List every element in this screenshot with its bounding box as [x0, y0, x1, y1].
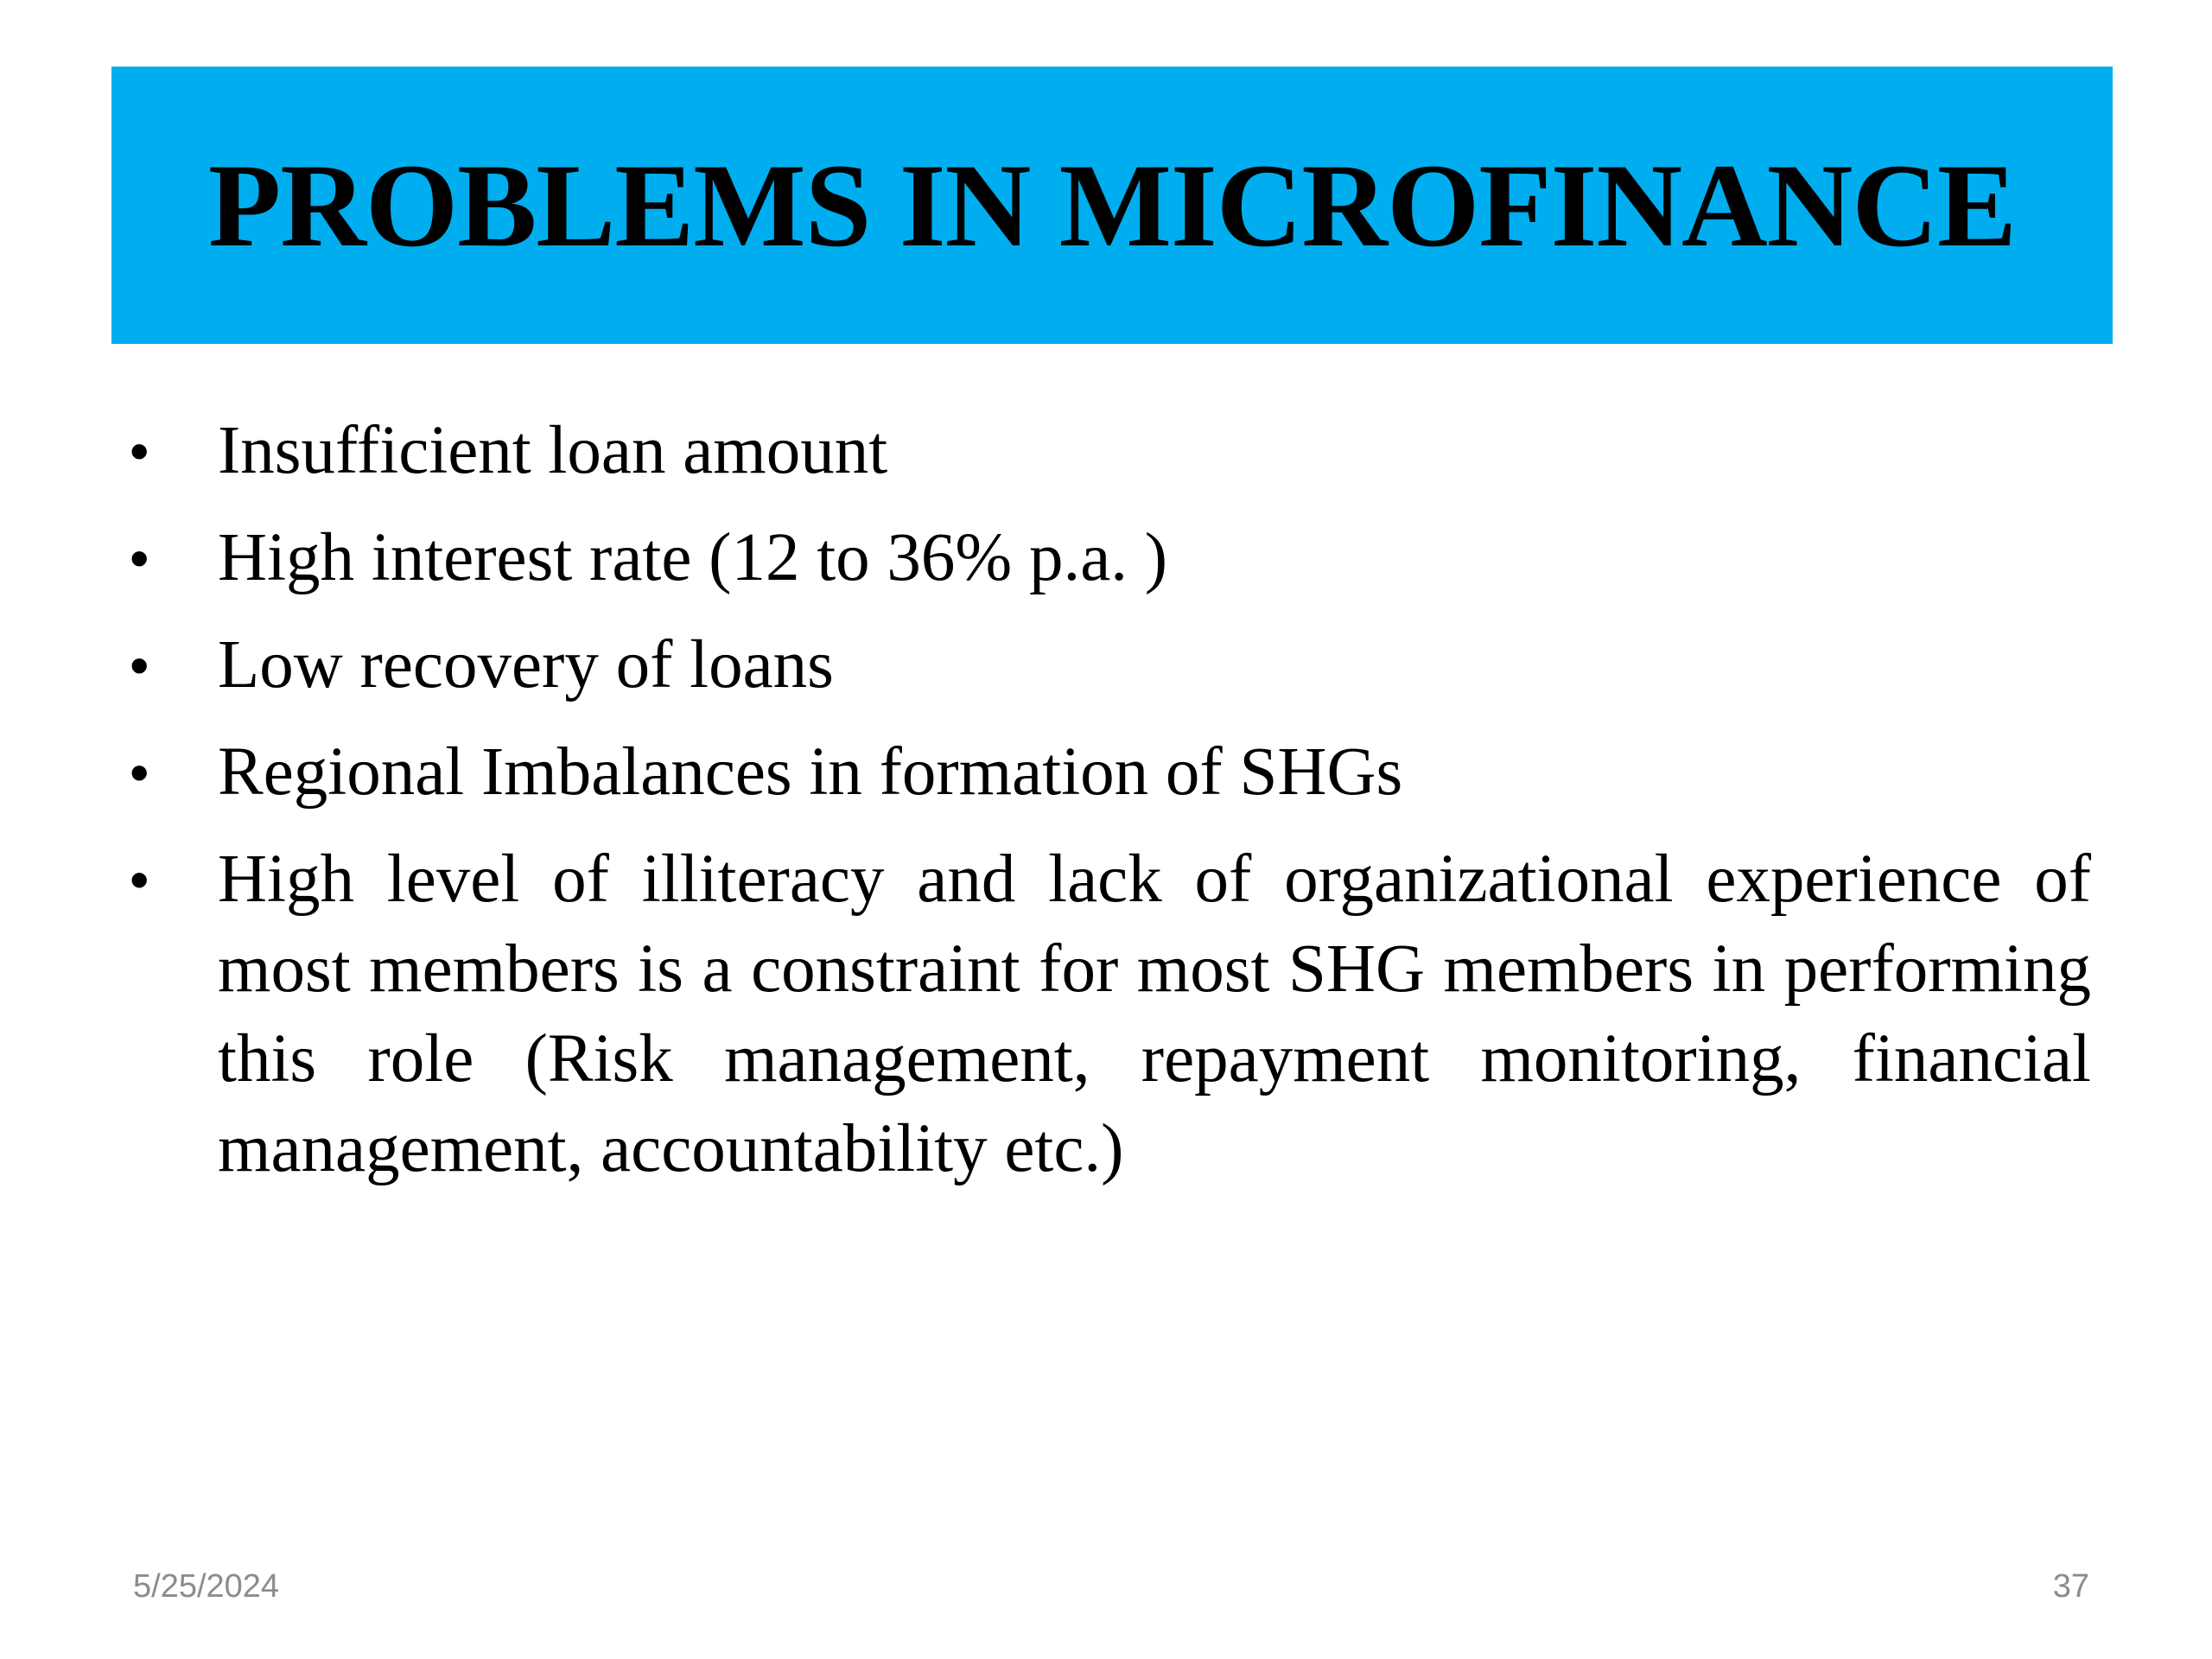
title-banner [111, 67, 2113, 344]
bullet-icon: • [130, 634, 149, 696]
bullet-list [130, 406, 2091, 1211]
bullet-item [130, 406, 2091, 496]
slide-title: PROBLEMS IN MICROFINANCE [207, 138, 2017, 271]
bullet-item [130, 620, 2091, 710]
bullet-text: Regional Imbalances in formation of SHGs [218, 734, 1403, 810]
bullet-icon: • [130, 420, 149, 482]
bullet-icon: • [130, 741, 149, 804]
footer-date: 5/25/2024 [133, 1568, 280, 1605]
bullet-text: High level of illiteracy and lack of organizational experience of most members is a constraint for most SHG members in performing this role (Risk management, repayment monitoring, financial management, accountability etc.) [218, 842, 2091, 1186]
bullet-icon: • [130, 849, 149, 911]
bullet-text: High interest rate (12 to 36% p.a. ) [218, 520, 1168, 595]
bullet-item [130, 513, 2091, 603]
bullet-text: Insufficient loan amount [218, 413, 888, 488]
bullet-item [130, 835, 2091, 1194]
bullet-item [130, 728, 2091, 817]
bullet-text: Low recovery of loans [218, 627, 834, 702]
footer-page-number: 37 [2052, 1568, 2089, 1605]
bullet-icon: • [130, 527, 149, 589]
